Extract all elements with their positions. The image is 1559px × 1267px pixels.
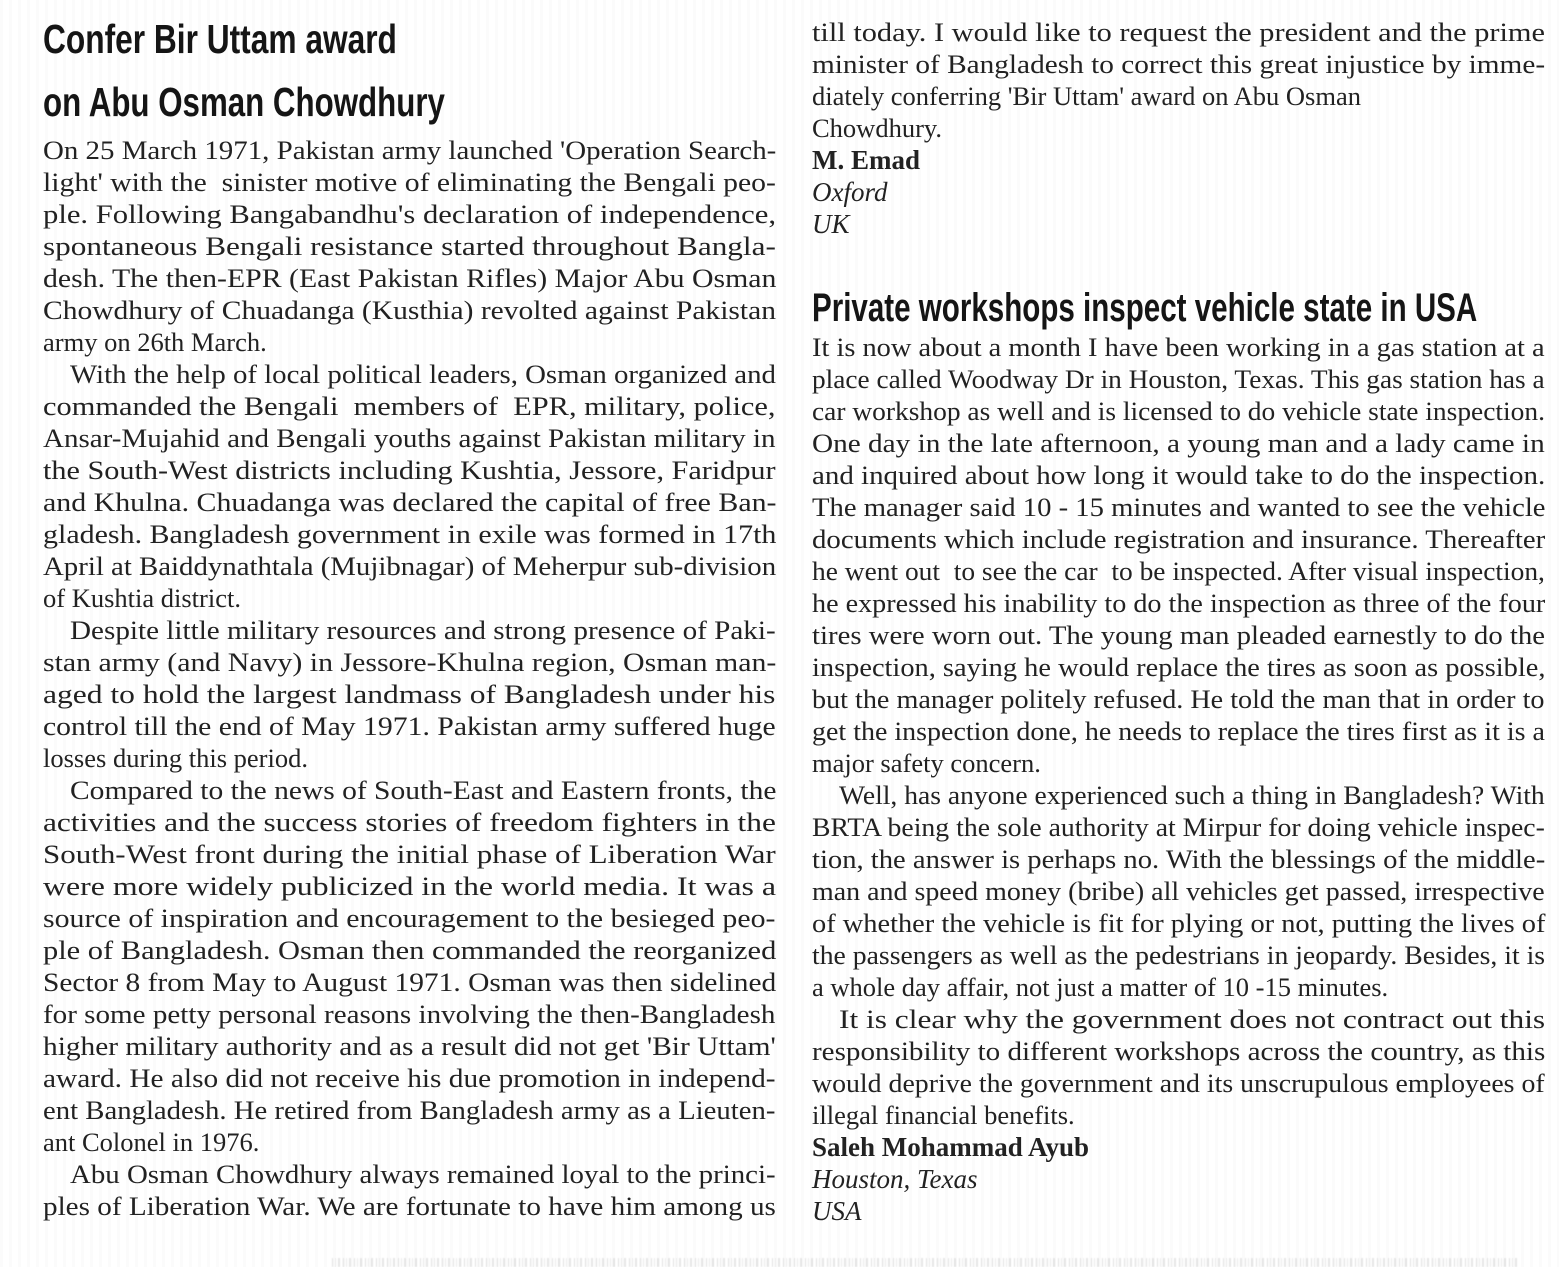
text-line: losses during this period. <box>43 743 308 773</box>
text-line: South-West front during the initial phase of Liberation War <box>43 839 776 869</box>
article1-title-line1 <box>43 8 776 71</box>
text-line: Chowdhury. <box>812 113 943 143</box>
text-line: commanded the Bengali members of EPR, military, police, <box>43 391 776 421</box>
text-line: activities and the success stories of freedom fighters in the <box>43 807 776 837</box>
paragraph <box>812 331 1545 779</box>
text-line: One day in the late afternoon, a young man and a lady came in <box>812 428 1545 458</box>
text-line: army on 26th March. <box>43 327 267 357</box>
text-line: light' with the sinister motive of eliminating the Bengali peo- <box>43 167 776 197</box>
right-column <box>812 16 1545 1227</box>
text-line: award. He also did not receive his due promotion in independ- <box>43 1063 776 1093</box>
text-line: diately conferring 'Bir Uttam' award on Abu Osman <box>812 81 1361 111</box>
text-line: ent Bangladesh. He retired from Bangladesh army as a Lieuten- <box>43 1095 776 1125</box>
text-line: ple of Bangladesh. Osman then commanded the reorganized <box>43 935 777 965</box>
signature2-name: Saleh Mohammad Ayub <box>812 1132 1090 1162</box>
text-line: Compared to the news of South-East and Eastern fronts, the <box>70 775 777 805</box>
text-line: BRTA being the sole authority at Mirpur for doing vehicle inspec- <box>812 812 1545 842</box>
text-line: higher military authority and as a result did not get 'Bir Uttam' <box>43 1031 776 1061</box>
article1-title-text1: Confer Bir Uttam award <box>43 16 397 62</box>
article1-title-text2: on Abu Osman Chowdhury <box>43 79 445 125</box>
text-line: place called Woodway Dr in Houston, Texas. This gas station has a <box>812 364 1545 394</box>
left-column <box>43 8 776 1222</box>
article1-title-line2 <box>43 71 776 134</box>
paragraph <box>43 134 776 358</box>
cropped-text-strip <box>332 1258 1518 1267</box>
paragraph <box>43 774 776 1158</box>
text-line: a whole day affair, not just a matter of 10 -15 minutes. <box>812 972 1389 1002</box>
text-line: he expressed his inability to do the inspection as three of the four <box>812 588 1546 618</box>
text-line: illegal financial benefits. <box>812 1100 1075 1130</box>
signature1-location: Oxford <box>812 177 888 207</box>
text-line: of whether the vehicle is fit for plying or not, putting the lives of <box>812 908 1546 938</box>
text-line: desh. The then-EPR (East Pakistan Rifles) Major Abu Osman <box>43 263 777 293</box>
text-line: source of inspiration and encouragement to the besieged peo- <box>43 903 776 933</box>
text-line: ple. Following Bangabandhu's declaration of independence, <box>43 199 776 229</box>
signature-block-2 <box>812 1131 1545 1227</box>
paragraph <box>43 614 776 774</box>
article2-title-text: Private workshops inspect vehicle state in USA <box>812 286 1478 330</box>
text-line: car workshop as well and is licensed to do vehicle state inspection. <box>812 396 1545 426</box>
signature-block-1 <box>812 144 1545 240</box>
text-line: for some petty personal reasons involving the then-Bangladesh <box>43 999 776 1029</box>
text-line: It is now about a month I have been working in a gas station at a <box>812 332 1545 362</box>
text-line: stan army (and Navy) in Jessore-Khulna region, Osman man- <box>43 647 777 677</box>
paragraph <box>43 1158 776 1222</box>
text-line: and inquired about how long it would take to do the inspection. <box>812 460 1546 490</box>
signature2-location: Houston, Texas <box>812 1164 978 1194</box>
text-line: It is clear why the government does not contract out this <box>839 1004 1546 1034</box>
text-line: tion, the answer is perhaps no. With the blessings of the middle- <box>812 844 1546 874</box>
text-line: Chowdhury of Chuadanga (Kusthia) revolted against Pakistan <box>43 295 776 325</box>
text-line: control till the end of May 1971. Pakistan army suffered huge <box>43 711 776 741</box>
article1-continuation <box>812 16 1545 144</box>
text-line: the South-West districts including Kushtia, Jessore, Faridpur <box>43 455 776 485</box>
paragraph <box>812 779 1545 1003</box>
text-line: till today. I would like to request the president and the prime <box>812 17 1546 47</box>
text-line: gladesh. Bangladesh government in exile was formed in 17th <box>43 519 777 549</box>
text-line: major safety concern. <box>812 748 1041 778</box>
text-line: documents which include registration and insurance. Thereafter <box>812 524 1546 554</box>
text-line: and Khulna. Chuadanga was declared the capital of free Ban- <box>43 487 777 517</box>
signature1-name: M. Emad <box>812 145 920 175</box>
article2-body <box>812 331 1545 1131</box>
text-line: spontaneous Bengali resistance started throughout Bangla- <box>43 231 776 261</box>
text-line: minister of Bangladesh to correct this great injustice by imme- <box>812 49 1546 79</box>
text-line: Well, has anyone experienced such a thing in Bangladesh? With <box>839 780 1545 810</box>
text-line: tires were worn out. The young man pleaded earnestly to do the <box>812 620 1546 650</box>
text-line: On 25 March 1971, Pakistan army launched 'Operation Search- <box>43 135 777 165</box>
text-line: would deprive the government and its unscrupulous employees of <box>812 1068 1545 1098</box>
text-line: of Kushtia district. <box>43 583 241 613</box>
paragraph <box>43 358 776 614</box>
text-line: man and speed money (bribe) all vehicles get passed, irrespective <box>812 876 1545 906</box>
text-line: Despite little military resources and strong presence of Paki- <box>70 615 776 645</box>
text-line: aged to hold the largest landmass of Bangladesh under his <box>43 679 776 709</box>
text-line: Sector 8 from May to August 1971. Osman was then sidelined <box>43 967 777 997</box>
paragraph <box>812 1003 1545 1131</box>
signature1-country: UK <box>812 209 850 239</box>
text-line: Ansar-Mujahid and Bengali youths against Pakistan military in <box>43 423 776 453</box>
text-line: but the manager politely refused. He told the man that in order to <box>812 684 1545 714</box>
text-line: ant Colonel in 1976. <box>43 1127 260 1157</box>
text-line: responsibility to different workshops across the country, as this <box>812 1036 1546 1066</box>
text-line: inspection, saying he would replace the tires as soon as possible, <box>812 652 1546 682</box>
article2-title <box>812 285 1545 331</box>
text-line: get the inspection done, he needs to replace the tires first as it is a <box>812 716 1545 746</box>
text-line: April at Baiddynathtala (Mujibnagar) of Meherpur sub-division <box>43 551 777 581</box>
article1-body <box>43 134 776 1222</box>
text-line: were more widely publicized in the world media. It was a <box>43 871 777 901</box>
text-line: the passengers as well as the pedestrians in jeopardy. Besides, it is <box>812 940 1546 970</box>
text-line: he went out to see the car to be inspected. After visual inspection, <box>812 556 1545 586</box>
text-line: With the help of local political leaders, Osman organized and <box>70 359 776 389</box>
text-line: ples of Liberation War. We are fortunate to have him among us <box>43 1191 776 1221</box>
article1-title <box>43 8 776 134</box>
text-line: The manager said 10 - 15 minutes and wanted to see the vehicle <box>812 492 1546 522</box>
signature2-country: USA <box>812 1196 862 1226</box>
text-line: Abu Osman Chowdhury always remained loyal to the princi- <box>70 1159 776 1189</box>
